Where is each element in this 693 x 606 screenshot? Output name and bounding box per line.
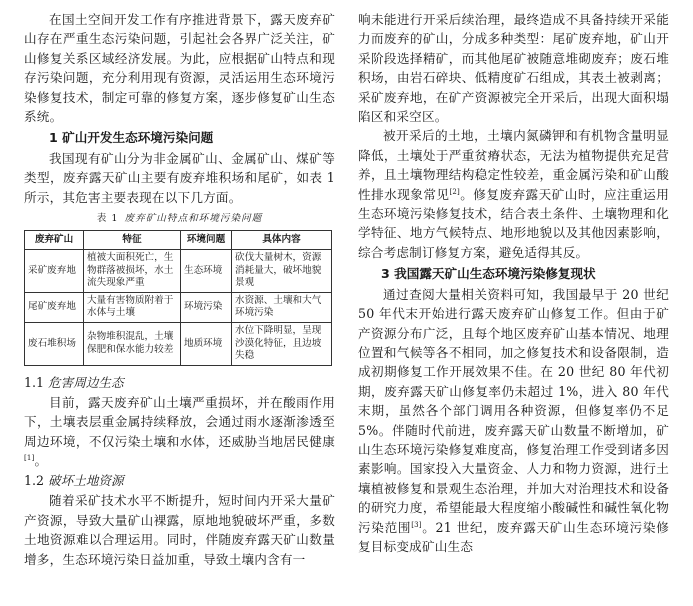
table-cell: 采矿废弃地 xyxy=(25,250,84,293)
table-row xyxy=(25,250,332,293)
table-cell: 尾矿废弃地 xyxy=(25,292,84,322)
table-caption-number: 表 1 xyxy=(96,213,119,225)
table-caption xyxy=(24,210,335,227)
paragraph-text: 。 xyxy=(34,453,48,469)
subsection-number: 1.1 xyxy=(24,374,45,390)
intro-paragraph: 在国土空间开发工作有序推进背景下，露天废弃矿山存在严重生态污染问题，引起社会各界广泛关注，矿山修复关系区域经济发展。为此，应根据矿山特点和现存污染问题，充分利用现有资源，灵活运用生态环境污染修复技术，制定可靠的修复方案，逐步修复矿山生态系统。 xyxy=(24,12,335,125)
continued-paragraph: 响未能进行开采后续治理，最终造成不具备持续开采能力而废弃的矿山，分成多种类型：尾矿废弃地，矿山开采阶段选择精矿，而其他尾矿被随意堆砌废弃；废石堆积场，由岩石碎块、低精度矿石组成，其表土被剥离；采矿废弃地，在矿产资源被完全开采后，出现大面积塌陷区和采空区。 xyxy=(358,12,669,125)
table-header-cell: 环境问题 xyxy=(181,231,232,250)
table-cell: 水资源、土壤和大气环境污染 xyxy=(232,292,332,322)
table-header-cell: 特征 xyxy=(84,231,181,250)
table-cell: 地质环境 xyxy=(181,323,232,366)
citation-ref: [1] xyxy=(24,453,35,462)
subsection-1-1-paragraph xyxy=(24,393,335,471)
section-heading-3: 3 我国露天矿山生态环境污染修复现状 xyxy=(381,266,596,282)
table-row xyxy=(25,292,332,322)
mine-pollution-table xyxy=(24,230,332,366)
table-row xyxy=(25,323,332,366)
paragraph-text: 。21 世纪，废弃露天矿山生态环境污染修复目标变成矿山生态 xyxy=(358,519,669,554)
citation-ref: [3] xyxy=(411,520,422,529)
subsection-title: 破坏土地资源 xyxy=(48,473,124,489)
section-heading-1: 1 矿山开发生态环境污染问题 xyxy=(49,130,214,146)
subsection-1-2-paragraph: 随着采矿技术水平不断提升，短时间内开采大量矿产资源，导致大量矿山裸露，原地地貌破坏严重，多数土地资源难以合理运用。同时，伴随废弃露天矿山数量增多，生态环境污染日益加重，导致土壤内含有一 xyxy=(24,493,335,567)
subsection-heading-1-1 xyxy=(24,372,335,393)
table-cell: 大量有害物质附着于水体与土壤 xyxy=(84,292,181,322)
paragraph-text: 被开采后的土地，土壤内氮磷钾和有机物含量明显降低，土壤处于严重贫瘠状态，无法为植物提供充足营养，且土壤物理结构稳定性较差，重金属污染和矿山酸性排水现象常见 xyxy=(358,128,669,202)
table-cell: 杂物堆积混乱，土壤保肥和保水能力较差 xyxy=(84,323,181,366)
subsection-number: 1.2 xyxy=(24,473,45,489)
soil-paragraph xyxy=(358,126,669,262)
table-header-row xyxy=(25,231,332,250)
subsection-heading-1-2 xyxy=(24,470,335,491)
table-cell: 废石堆积场 xyxy=(25,323,84,366)
table-cell: 水位下降明显，呈现沙漠化特征，且边坡失稳 xyxy=(232,323,332,366)
table-header-cell: 废弃矿山 xyxy=(25,231,84,250)
table-cell: 砍伐大量树木，资源消耗量大，破坏地貌景观 xyxy=(232,250,332,293)
table-cell: 生态环境 xyxy=(181,250,232,293)
table-cell: 环境污染 xyxy=(181,292,232,322)
paragraph-text: 。修复废弃露天矿山时，应注重运用生态环境污染修复技术，结合表土条件、土壤物理和化学特征、地方气候特点、地形地貌以及其他因素影响，综合考虑制订修复方案，避免适得其反。 xyxy=(358,186,669,260)
right-column xyxy=(358,10,669,556)
table-header-cell: 具体内容 xyxy=(232,231,332,250)
left-column xyxy=(24,10,335,569)
table-caption-title: 废弃矿山特点和环境污染问题 xyxy=(124,213,263,225)
paragraph-text: 目前，露天废弃矿山土壤严重损坏，并在酸雨作用下，土壤表层重金属持续释放，会通过雨水逐渐渗透至周边环境，不仅污染土壤和水体，还威胁当地居民健康 xyxy=(24,394,335,449)
subsection-title: 危害周边生态 xyxy=(48,374,124,390)
paragraph-text: 通过查阅大量相关资料可知，我国最早于 20 世纪 50 年代末开始进行露天废弃矿山修复工作。但由于矿产资源分布广泛，且每个地区废弃矿山基本情况、地理位置和气候等各不相同，加之修复技术和设备限制，造成初期修复工作开展效果不佳。在 20 世纪 80 年代初期，废弃露天矿山修复率仍未超过 1%，进入 80 年代末期，虽然各个部门调用各种资源，但修复率仍不足 5%。伴随时代前进，废弃露天矿山数量不断增加，矿山生态环境污染修复难度高，修复治理工作受到诸多因素影响。国家投入大量资金、人力和物力资源，进行土壤植被修复和景观生态治理，并加大对治理技术和设备的研究力度，希望能最大程度缩小酸碱性和碱性氧化物污染范围 xyxy=(358,286,669,535)
section1-paragraph: 我国现有矿山分为非金属矿山、金属矿山、煤矿等类型，废弃露天矿山主要有废弃堆积场和尾矿，如表 1 所示，其危害主要表现在以下几方面。 xyxy=(24,150,336,205)
citation-ref: [2] xyxy=(449,187,460,196)
section3-paragraph xyxy=(358,285,669,557)
table-cell: 植被大面积死亡，生物群落被损坏，水土流失现象严重 xyxy=(84,250,181,293)
